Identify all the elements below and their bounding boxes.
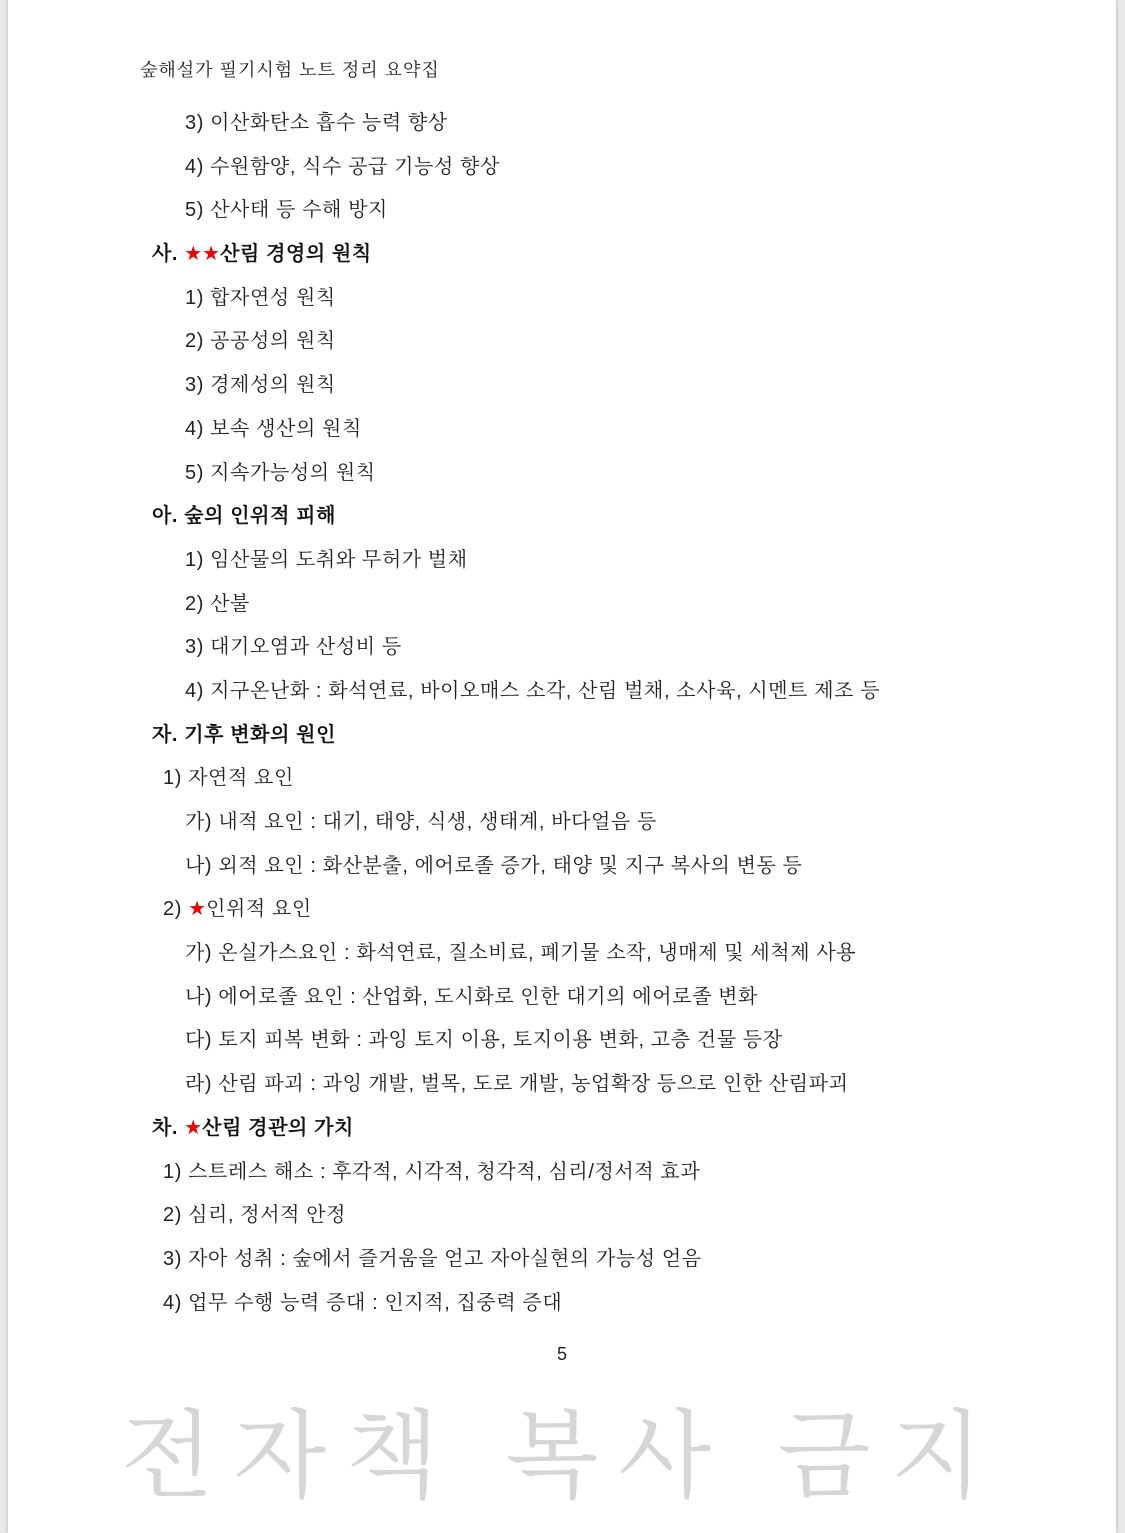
list-item [8, 626, 1116, 670]
list-item [8, 1194, 1116, 1238]
item-text: 2) 심리, 정서적 안정 [163, 1204, 347, 1227]
item-text: 2) 산불 [185, 592, 250, 615]
list-item [8, 364, 1116, 408]
list-item [8, 408, 1116, 452]
list-item [8, 888, 1116, 932]
item-text: 2) 공공성의 원칙 [185, 330, 336, 353]
item-prefix: 2) [163, 898, 189, 921]
item-prefix: 차. [152, 1116, 185, 1139]
item-prefix: 사. [152, 243, 185, 266]
item-text: 1) 자연적 요인 [163, 767, 294, 790]
list-item [8, 583, 1116, 627]
item-text: 1) 스트레스 해소 : 후각적, 시각적, 청각적, 심리/정서적 효과 [163, 1160, 701, 1183]
item-text: 4) 보속 생산의 원칙 [185, 417, 362, 440]
content-lines [8, 102, 1116, 1325]
item-text: 3) 경제성의 원칙 [185, 374, 336, 397]
item-text: 숲의 인위적 피해 [184, 505, 336, 528]
star-icon: ★ [184, 1116, 203, 1139]
item-text: 산림 경관의 가치 [202, 1116, 354, 1139]
list-item [8, 1019, 1116, 1063]
item-text: 4) 수원함양, 식수 공급 기능성 향상 [185, 155, 500, 178]
list-item [8, 1151, 1116, 1195]
item-text: 3) 대기오염과 산성비 등 [185, 636, 402, 659]
item-text: 3) 이산화탄소 흡수 능력 향상 [185, 112, 448, 134]
list-item [8, 845, 1116, 889]
item-prefix: 아. [152, 505, 185, 528]
section-heading [8, 1107, 1116, 1151]
item-text: 1) 임산물의 도취와 무허가 벌채 [185, 548, 468, 571]
list-item [8, 801, 1116, 845]
item-text: 가) 온실가스요인 : 화석연료, 질소비료, 폐기물 소작, 냉매제 및 세척제 사용 [185, 942, 857, 965]
item-prefix: 자. [152, 723, 185, 746]
section-heading [8, 233, 1116, 277]
item-text: 4) 업무 수행 능력 증대 : 인지적, 집중력 증대 [163, 1291, 563, 1314]
item-text: 5) 산사태 등 수해 방지 [185, 199, 388, 222]
star-icon: ★★ [184, 243, 221, 266]
item-text: 기후 변화의 원인 [184, 723, 336, 746]
document-header: 숲해설가 필기시험 노트 정리 요약집 [140, 60, 440, 80]
list-item [8, 452, 1116, 496]
list-item [8, 1238, 1116, 1282]
item-text: 1) 합자연성 원칙 [185, 286, 336, 309]
item-text: 3) 자아 성취 : 숲에서 즐거움을 얻고 자아실현의 가능성 얻음 [163, 1247, 702, 1270]
section-heading [8, 714, 1116, 758]
item-text: 산림 경영의 원칙 [220, 243, 372, 266]
item-text: 5) 지속가능성의 원칙 [185, 461, 376, 484]
list-item [8, 189, 1116, 233]
list-item [8, 277, 1116, 321]
page-number: 5 [556, 1344, 567, 1364]
list-item [8, 320, 1116, 364]
item-text: 다) 토지 피복 변화 : 과잉 토지 이용, 토지이용 변화, 고층 건물 등장 [185, 1029, 783, 1052]
list-item [8, 1282, 1116, 1326]
list-item [8, 670, 1116, 714]
list-item [8, 757, 1116, 801]
star-icon: ★ [188, 898, 207, 921]
item-text: 나) 에어로졸 요인 : 산업화, 도시화로 인한 대기의 에어로졸 변화 [185, 985, 758, 1008]
list-item [8, 976, 1116, 1020]
item-text: 4) 지구온난화 : 화석연료, 바이오매스 소각, 산림 벌채, 소사육, 시멘트 제조 등 [185, 679, 881, 702]
item-text: 가) 내적 요인 : 대기, 태양, 식생, 생태계, 바다얼음 등 [185, 811, 657, 833]
list-item [8, 539, 1116, 583]
list-item [8, 932, 1116, 976]
list-item [8, 1063, 1116, 1107]
document-page [8, 0, 1116, 1533]
list-item [8, 146, 1116, 190]
item-text: 인위적 요인 [206, 898, 312, 921]
section-heading [8, 495, 1116, 539]
item-text: 나) 외적 요인 : 화산분출, 에어로졸 증가, 태양 및 지구 복사의 변동 등 [185, 854, 803, 877]
watermark: 전자책 복사 금지 [120, 1403, 1004, 1510]
item-text: 라) 산림 파괴 : 과잉 개발, 벌목, 도로 개발, 농업확장 등으로 인한 산림파괴 [185, 1073, 849, 1096]
list-item [8, 102, 1116, 146]
